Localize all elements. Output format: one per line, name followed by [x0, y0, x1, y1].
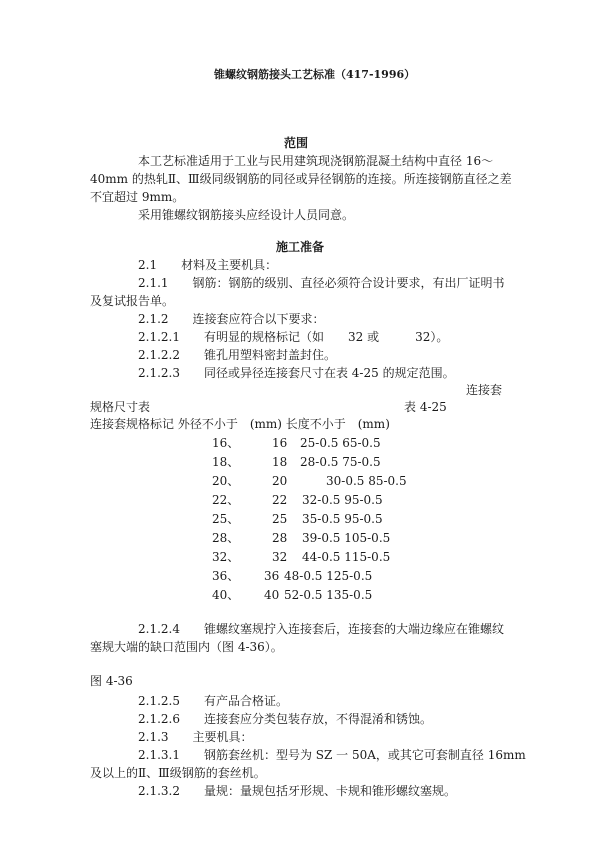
row-diameter: 32 — [272, 550, 288, 564]
row-values: 32-0.5 95-0.5 — [302, 493, 383, 507]
table-row — [0, 589, 600, 603]
row-values: 44-0.5 115-0.5 — [302, 550, 391, 564]
row-mark: 25、 — [212, 512, 240, 526]
section-2-1-2-4-line1: 2.1.2.4 锥螺纹塞规拧入连接套后，连接套的大端边缘应在锥螺纹 — [138, 622, 504, 636]
row-values: 39-0.5 105-0.5 — [302, 531, 391, 545]
row-diameter: 28 — [272, 531, 288, 545]
section-2-1-2-2: 2.1.2.2 锥孔用塑料密封盖封住。 — [138, 348, 336, 362]
row-diameter: 25 — [272, 512, 288, 526]
table-row — [0, 437, 600, 451]
row-mark: 32、 — [212, 550, 240, 564]
scope-para1-line3: 不宜超过 9mm。 — [90, 190, 185, 204]
section-2-1-2-6: 2.1.2.6 连接套应分类包装存放，不得混淆和锈蚀。 — [138, 712, 432, 726]
prep-heading: 施工准备 — [276, 240, 325, 254]
scope-para2: 采用锥螺纹钢筋接头应经设计人员同意。 — [138, 208, 355, 222]
scope-para1-line2: 40mm 的热轧Ⅱ、Ⅲ级同级钢筋的同径或异径钢筋的连接。所连接钢筋直径之差 — [90, 172, 512, 186]
table-row — [0, 532, 600, 546]
row-values: 35-0.5 95-0.5 — [302, 512, 383, 526]
table-row — [0, 551, 600, 565]
row-values: 30-0.5 85-0.5 — [326, 474, 407, 488]
section-2-1-3: 2.1.3 主要机具： — [138, 730, 253, 744]
row-diameter: 16 — [272, 436, 288, 450]
row-values: 28-0.5 75-0.5 — [300, 455, 381, 469]
section-2-1-1-line2: 及复试报告单。 — [90, 294, 175, 308]
row-diameter: 40 — [264, 588, 280, 602]
section-2-1-2-4-line2: 塞规大端的缺口范围内（图 4-36）。 — [90, 640, 283, 654]
figure-label: 图 4-36 — [90, 674, 133, 688]
document-title: 锥螺纹钢筋接头工艺标准（417-1996） — [214, 68, 416, 81]
table-row — [0, 494, 600, 508]
section-2-1-3-1-line1: 2.1.3.1 钢筋套丝机：型号为 SZ 一 50A，或其它可套制直径 16mm — [138, 748, 526, 762]
section-2-1-2-5: 2.1.2.5 有产品合格证。 — [138, 694, 288, 708]
section-2-1: 2.1 材料及主要机具： — [138, 258, 278, 272]
row-values: 52-0.5 135-0.5 — [284, 588, 373, 602]
row-mark: 20、 — [212, 474, 240, 488]
section-2-1-2-1: 2.1.2.1 有明显的规格标记（如 32 或 32）。 — [138, 330, 449, 344]
scope-para1-line1: 本工艺标准适用于工业与民用建筑现浇钢筋混凝土结构中直径 16～ — [138, 154, 494, 168]
table-row — [0, 570, 600, 584]
row-mark: 36、 — [212, 569, 240, 583]
table-caption-a: 连接套 — [466, 383, 503, 397]
scope-heading: 范围 — [284, 136, 309, 150]
row-diameter: 22 — [272, 493, 288, 507]
section-2-1-2-3: 2.1.2.3 同径或异径连接套尺寸在表 4-25 的规定范围。 — [138, 366, 455, 380]
section-2-1-1-line1: 2.1.1 钢筋：钢筋的级别、直径必须符合设计要求，有出厂证明书 — [138, 276, 505, 290]
row-mark: 16、 — [212, 436, 240, 450]
row-mark: 40、 — [212, 588, 240, 602]
row-diameter: 18 — [272, 455, 288, 469]
row-mark: 22、 — [212, 493, 240, 507]
section-2-1-3-1-line2: 及以上的Ⅱ、Ⅲ级钢筋的套丝机。 — [90, 766, 266, 780]
row-mark: 18、 — [212, 455, 240, 469]
section-2-1-3-2: 2.1.3.2 量规：量规包括牙形规、卡规和锥形螺纹塞规。 — [138, 784, 456, 798]
row-values: 48-0.5 125-0.5 — [284, 569, 373, 583]
row-diameter: 36 — [264, 569, 280, 583]
row-values: 25-0.5 65-0.5 — [300, 436, 381, 450]
table-row — [0, 456, 600, 470]
table-number: 表 4-25 — [404, 400, 447, 414]
section-2-1-2: 2.1.2 连接套应符合以下要求： — [138, 312, 325, 326]
table-row — [0, 475, 600, 489]
row-diameter: 20 — [272, 474, 288, 488]
table-header: 连接套规格标记 外径不小于 (mm) 长度不小于 (mm) — [90, 417, 390, 431]
table-caption-b: 规格尺寸表 — [90, 400, 151, 414]
row-mark: 28、 — [212, 531, 240, 545]
table-row — [0, 513, 600, 527]
